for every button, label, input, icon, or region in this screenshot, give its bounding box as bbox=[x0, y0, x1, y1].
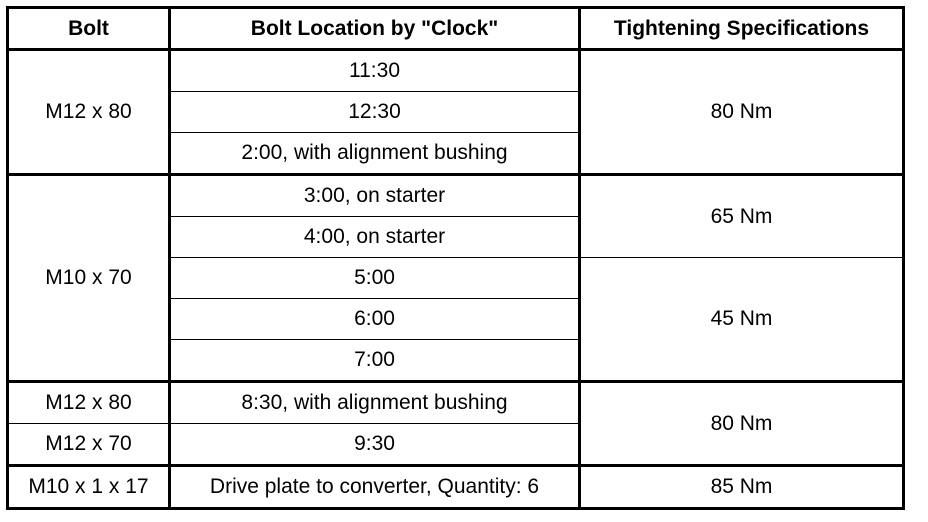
torque-cell: 80 Nm bbox=[580, 50, 904, 175]
bolt-cell: M12 x 70 bbox=[8, 424, 170, 466]
header-row bbox=[8, 8, 904, 50]
header-location: Bolt Location by "Clock" bbox=[170, 8, 580, 50]
bolt-cell: M10 x 1 x 17 bbox=[8, 466, 170, 509]
table-row bbox=[8, 175, 904, 217]
location-cell: 8:30, with alignment bushing bbox=[170, 382, 580, 424]
location-cell: Drive plate to converter, Quantity: 6 bbox=[170, 466, 580, 509]
location-cell: 2:00, with alignment bushing bbox=[170, 133, 580, 175]
location-cell: 6:00 bbox=[170, 299, 580, 340]
bolt-spec-table bbox=[6, 6, 905, 510]
location-cell: 9:30 bbox=[170, 424, 580, 466]
bolt-cell: M10 x 70 bbox=[8, 175, 170, 382]
location-cell: 4:00, on starter bbox=[170, 217, 580, 258]
torque-cell: 80 Nm bbox=[580, 382, 904, 466]
torque-cell: 45 Nm bbox=[580, 258, 904, 382]
torque-cell: 65 Nm bbox=[580, 175, 904, 258]
header-spec: Tightening Specifications bbox=[580, 8, 904, 50]
bolt-cell: M12 x 80 bbox=[8, 382, 170, 424]
table-row bbox=[8, 382, 904, 424]
table-row bbox=[8, 466, 904, 509]
table-row bbox=[8, 50, 904, 92]
header-bolt: Bolt bbox=[8, 8, 170, 50]
location-cell: 11:30 bbox=[170, 50, 580, 92]
bolt-cell: M12 x 80 bbox=[8, 50, 170, 175]
location-cell: 3:00, on starter bbox=[170, 175, 580, 217]
location-cell: 7:00 bbox=[170, 340, 580, 382]
torque-cell: 85 Nm bbox=[580, 466, 904, 509]
location-cell: 5:00 bbox=[170, 258, 580, 299]
location-cell: 12:30 bbox=[170, 92, 580, 133]
